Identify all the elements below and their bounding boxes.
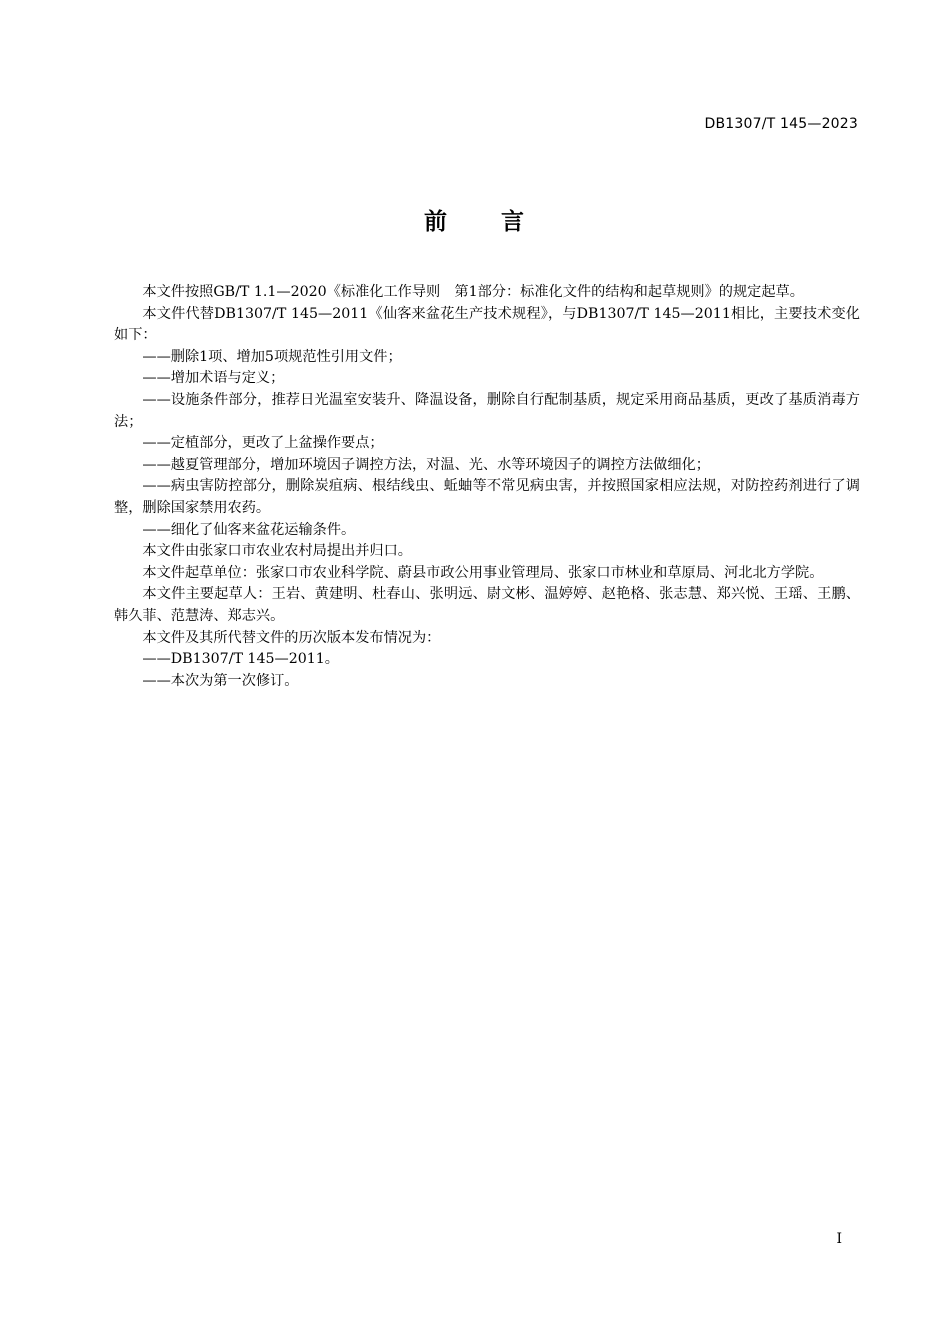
document-number: DB1307/T 145—2023 [704,116,858,132]
paragraph: 本文件主要起草人：王岩、黄建明、杜春山、张明远、尉文彬、温婷婷、赵艳格、张志慧、郑兴悦、王瑶、王鹏、韩久菲、范慧涛、郑志兴。 [114,586,860,624]
list-item: ——本次为第一次修订。 [142,672,299,689]
foreword-body [114,282,860,692]
list-item: ——病虫害防控部分，删除炭疽病、根结线虫、蚯蚰等不常见病虫害，并按照国家相应法规，对防控药剂进行了调整，删除国家禁用农药。 [114,478,860,516]
list-item: ——细化了仙客来盆花运输条件。 [142,521,356,538]
list-item: ——设施条件部分，推荐日光温室安装升、降温设备，删除自行配制基质，规定采用商品基质，更改了基质消毒方法； [114,391,860,430]
paragraph: 本文件起草单位：张家口市农业科学院、蔚县市政公用事业管理局、张家口市林业和草原局、河北北方学院。 [142,564,824,581]
list-item: ——定植部分，更改了上盆操作要点； [142,435,384,452]
title-part-2: 言 [501,209,526,235]
paragraph: 本文件由张家口市农业农村局提出并归口。 [142,543,412,560]
paragraph: 本文件按照GB/T 1.1—2020《标准化工作导则 第1部分：标准化文件的结构和起草规则》的规定起草。 [142,284,804,300]
list-item: ——越夏管理部分，增加环境因子调控方法，对温、光、水等环境因子的调控方法做细化； [142,456,710,473]
paragraph: 本文件代替DB1307/T 145—2011《仙客来盆花生产技术规程》，与DB1307/T 145—2011相比，主要技术变化如下： [114,305,860,344]
list-item: ——增加术语与定义； [142,370,285,387]
title-part-1: 前 [424,209,449,235]
list-item: ——DB1307/T 145—2011。 [142,651,339,668]
page-number: I [836,1231,842,1247]
page-title [0,203,950,236]
list-item: ——删除1项、增加5项规范性引用文件； [142,348,402,365]
paragraph: 本文件及其所代替文件的历次版本发布情况为： [142,629,441,646]
